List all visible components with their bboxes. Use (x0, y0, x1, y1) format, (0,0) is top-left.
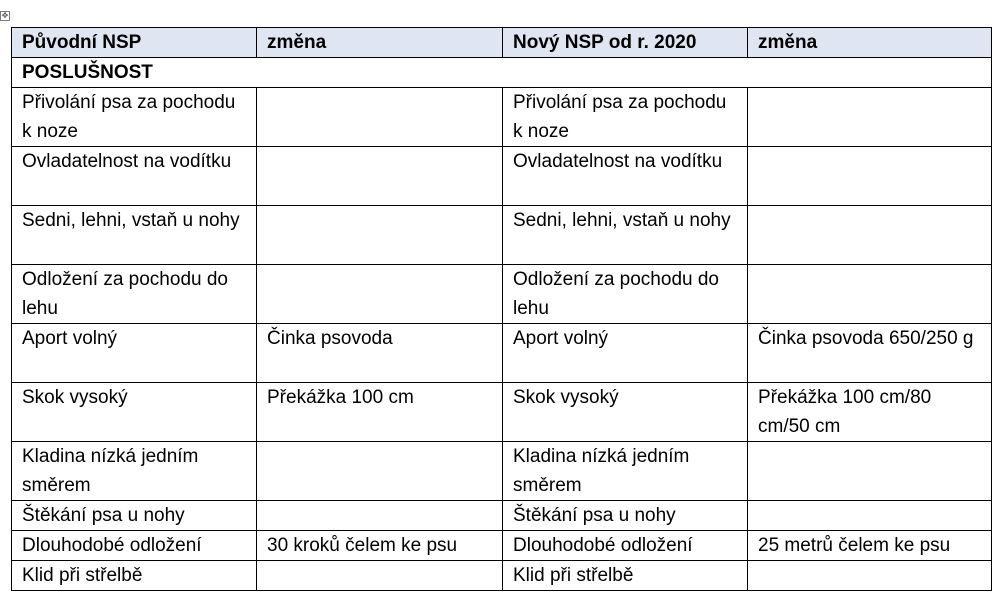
cell-new-change: Překážka 100 cm/80 cm/50 cm (748, 383, 992, 442)
cell-original-change (257, 206, 503, 265)
table-row (12, 265, 992, 324)
header-row (12, 28, 992, 58)
cell-original-change (257, 147, 503, 206)
cell-new-change (748, 501, 992, 531)
table-row (12, 442, 992, 501)
cell-original-exercise: Ovladatelnost na vodítku (12, 147, 257, 206)
table-row (12, 324, 992, 383)
cell-new-exercise: Štěkání psa u nohy (503, 501, 748, 531)
cell-new-exercise: Odložení za pochodu do lehu (503, 265, 748, 324)
table-row (12, 147, 992, 206)
cell-new-change: 25 metrů čelem ke psu (748, 531, 992, 561)
table-row (12, 531, 992, 561)
header-new-change: změna (748, 28, 992, 58)
cell-new-change (748, 265, 992, 324)
table-row (12, 88, 992, 147)
table-row (12, 501, 992, 531)
table-row (12, 561, 992, 591)
cell-original-change (257, 88, 503, 147)
table-move-handle-icon[interactable]: ✥ (1, 11, 9, 20)
cell-new-change: Činka psovoda 650/250 g (748, 324, 992, 383)
cell-new-exercise: Přivolání psa za pochodu k noze (503, 88, 748, 147)
cell-original-change (257, 561, 503, 591)
cell-new-exercise: Aport volný (503, 324, 748, 383)
cell-new-exercise: Klid při střelbě (503, 561, 748, 591)
cell-original-change: 30 kroků čelem ke psu (257, 531, 503, 561)
cell-new-change (748, 442, 992, 501)
header-original-change: změna (257, 28, 503, 58)
cell-original-change (257, 442, 503, 501)
cell-new-change (748, 147, 992, 206)
cell-original-change: Činka psovoda (257, 324, 503, 383)
cell-original-exercise: Klid při střelbě (12, 561, 257, 591)
cell-new-change (748, 206, 992, 265)
cell-new-change (748, 88, 992, 147)
header-new-nsp: Nový NSP od r. 2020 (503, 28, 748, 58)
cell-new-exercise: Ovladatelnost na vodítku (503, 147, 748, 206)
cell-new-exercise: Sedni, lehni, vstaň u nohy (503, 206, 748, 265)
section-title: POSLUŠNOST (12, 58, 992, 88)
table-row (12, 206, 992, 265)
cell-original-change: Překážka 100 cm (257, 383, 503, 442)
cell-original-exercise: Kladina nízká jedním směrem (12, 442, 257, 501)
cell-original-change (257, 265, 503, 324)
cell-original-exercise: Přivolání psa za pochodu k noze (12, 88, 257, 147)
table-row (12, 383, 992, 442)
cell-new-exercise: Dlouhodobé odložení (503, 531, 748, 561)
nsp-comparison-table (11, 27, 992, 591)
cell-new-exercise: Skok vysoký (503, 383, 748, 442)
cell-original-exercise: Aport volný (12, 324, 257, 383)
header-original-nsp: Původní NSP (12, 28, 257, 58)
section-row (12, 58, 992, 88)
cell-original-exercise: Skok vysoký (12, 383, 257, 442)
cell-new-exercise: Kladina nízká jedním směrem (503, 442, 748, 501)
cell-original-exercise: Sedni, lehni, vstaň u nohy (12, 206, 257, 265)
cell-original-exercise: Štěkání psa u nohy (12, 501, 257, 531)
cell-original-change (257, 501, 503, 531)
cell-original-exercise: Dlouhodobé odložení (12, 531, 257, 561)
cell-new-change (748, 561, 992, 591)
cell-original-exercise: Odložení za pochodu do lehu (12, 265, 257, 324)
